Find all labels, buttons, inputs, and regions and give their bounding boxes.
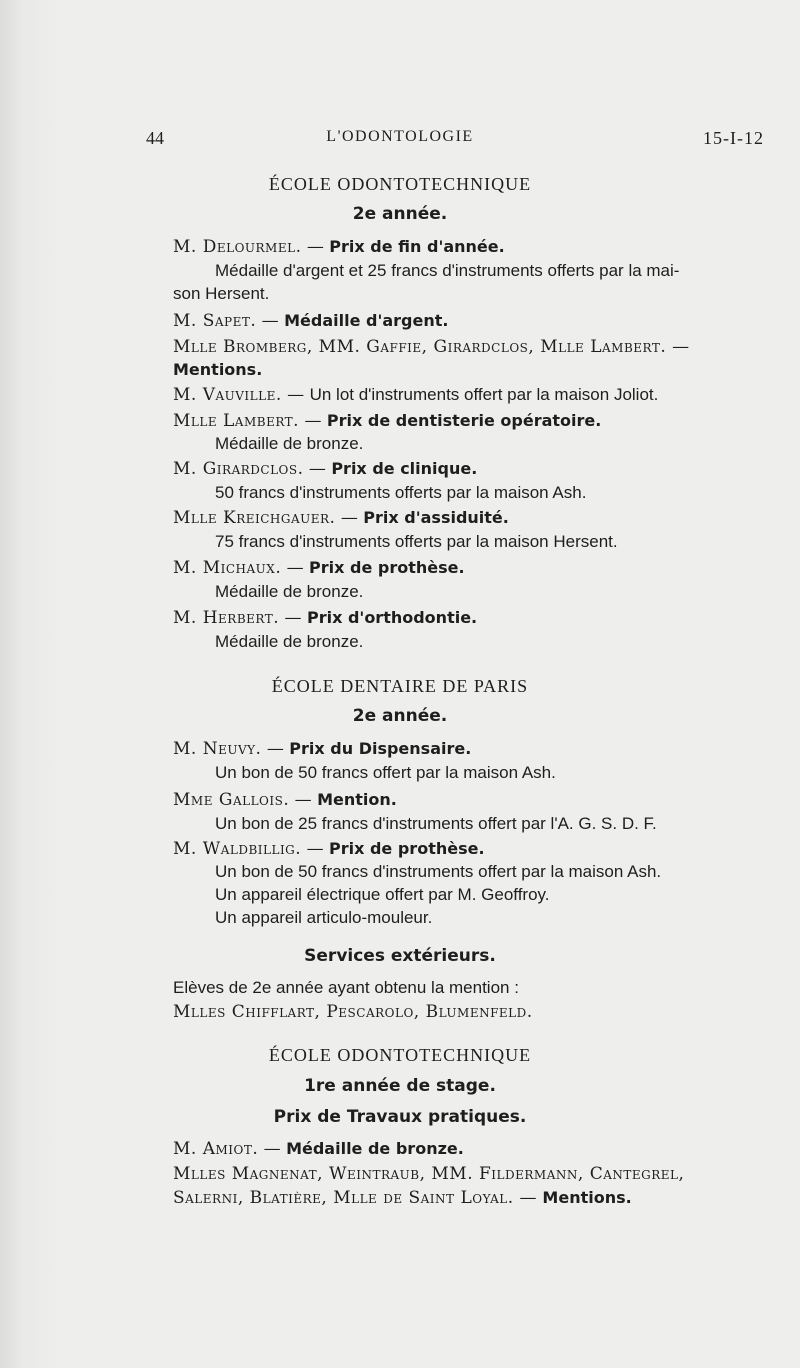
entry-line xyxy=(0,1187,800,1209)
student-names: Mlles Magnenat, Weintraub, MM. Fildermann, Cantegrel, xyxy=(173,1164,685,1184)
entry-line: Mlle Kreichgauer. — Prix d'assiduité. xyxy=(173,508,509,528)
entry-line: M. Delourmel. — Prix de fin d'année. xyxy=(173,237,505,257)
prize-description: Médaille de bronze. xyxy=(215,434,364,453)
entry-line: M. Neuvy. — Prix du Dispensaire. xyxy=(173,739,472,759)
section-subtitle: Prix de Travaux pratiques. xyxy=(273,1107,527,1127)
entry-line: Mlle Lambert. — Prix de dentisterie opératoire. xyxy=(173,411,602,431)
prize-description: Un bon de 25 francs d'instruments offert par l'A. G. S. D. F. xyxy=(215,814,657,833)
prize-description: Médaille de bronze. xyxy=(215,582,364,601)
section-subtitle: 1re année de stage. xyxy=(304,1076,496,1096)
student-name: M. Waldbillig. xyxy=(173,839,302,859)
entry-line: Mme Gallois. — Mention. xyxy=(173,790,397,810)
entry-line xyxy=(0,336,800,358)
student-name: M. Michaux. xyxy=(173,558,282,578)
entry-line: M. Waldbillig. — Prix de prothèse. xyxy=(173,839,485,859)
student-name: M. Sapet. xyxy=(173,311,257,331)
prize-description: Un bon de 50 francs d'instruments offert par la maison Ash. xyxy=(215,862,662,881)
prize-description: Un bon de 50 francs offert par la maison Ash. xyxy=(215,763,556,782)
issue-date: 15-I-12 xyxy=(703,128,764,148)
entry-line: M. Sapet. — Médaille d'argent. xyxy=(173,311,449,331)
student-names: Mlles Chifflart, Pescarolo, Blumenfeld. xyxy=(173,1002,533,1022)
student-name: M. Girardclos. xyxy=(173,459,304,479)
entry-line xyxy=(0,359,800,381)
entry-line: M. Girardclos. — Prix de clinique. xyxy=(173,459,478,479)
section-subtitle: 2e année. xyxy=(352,204,448,224)
prize-name: Prix du Dispensaire. xyxy=(289,739,472,758)
prize-name: Prix de dentisterie opératoire. xyxy=(326,411,602,430)
prize-description: son Hersent. xyxy=(173,284,270,303)
section-title: ÉCOLE ODONTOTECHNIQUE xyxy=(268,1045,532,1065)
student-name: M. Neuvy. xyxy=(173,739,262,759)
student-names: Mlle Bromberg, MM. Gaffie, Girardclos, Mlle Lambert. — xyxy=(173,337,690,357)
entry-line: M. Vauville. — Un lot d'instruments offert par la maison Joliot. xyxy=(173,385,659,405)
student-name: M. Herbert. xyxy=(173,608,280,628)
section-subtitle: 2e année. xyxy=(352,706,448,726)
prize-description: 50 francs d'instruments offerts par la maison Ash. xyxy=(215,483,587,502)
prize-name: Prix de fin d'année. xyxy=(329,237,505,256)
student-name: Mme Gallois. xyxy=(173,790,290,810)
prize-description: Un appareil articulo-mouleur. xyxy=(215,908,433,927)
prize-description: Un appareil électrique offert par M. Geoffroy. xyxy=(215,885,550,904)
prize-description: Médaille d'argent et 25 francs d'instruments offerts par la mai- xyxy=(215,261,680,280)
prize-name: Médaille de bronze. xyxy=(286,1139,464,1158)
entry-line: M. Michaux. — Prix de prothèse. xyxy=(173,558,465,578)
prize-description: 75 francs d'instruments offerts par la maison Hersent. xyxy=(215,532,618,551)
prize-name: Prix de prothèse. xyxy=(309,558,465,577)
student-names: Salerni, Blatière, Mlle de Saint Loyal. — xyxy=(173,1188,538,1208)
section-subtitle: Services extérieurs. xyxy=(304,946,496,966)
student-name: M. Amiot. xyxy=(173,1139,259,1159)
student-name: Mlle Kreichgauer. xyxy=(173,508,336,528)
page-number: 44 xyxy=(146,128,164,148)
entry-line: M. Amiot. — Médaille de bronze. xyxy=(173,1139,464,1159)
student-name: M. Delourmel. xyxy=(173,237,302,257)
section-title: ÉCOLE DENTAIRE DE PARIS xyxy=(271,676,529,696)
prize-name: Prix d'assiduité. xyxy=(363,508,509,527)
prize-name: Prix de prothèse. xyxy=(328,839,485,858)
prize-name: Mention. xyxy=(317,790,397,809)
prize-description: Médaille de bronze. xyxy=(215,632,364,651)
section-title: ÉCOLE ODONTOTECHNIQUE xyxy=(268,174,532,194)
prize-name: Mentions. xyxy=(173,360,263,379)
entry-line: M. Herbert. — Prix d'orthodontie. xyxy=(173,608,478,628)
prize-name: Prix d'orthodontie. xyxy=(306,608,478,627)
running-title: L'ODONTOLOGIE xyxy=(326,128,474,145)
prize-name: Médaille d'argent. xyxy=(284,311,449,330)
student-name: Mlle Lambert. xyxy=(173,411,300,431)
prize-name: Prix de clinique. xyxy=(331,459,478,478)
prize-description: Un lot d'instruments offert par la maison Joliot. xyxy=(309,385,659,404)
student-name: M. Vauville. xyxy=(173,385,282,405)
paragraph-line: Elèves de 2e année ayant obtenu la mention : xyxy=(173,978,519,997)
prize-name: Mentions. xyxy=(542,1188,632,1207)
